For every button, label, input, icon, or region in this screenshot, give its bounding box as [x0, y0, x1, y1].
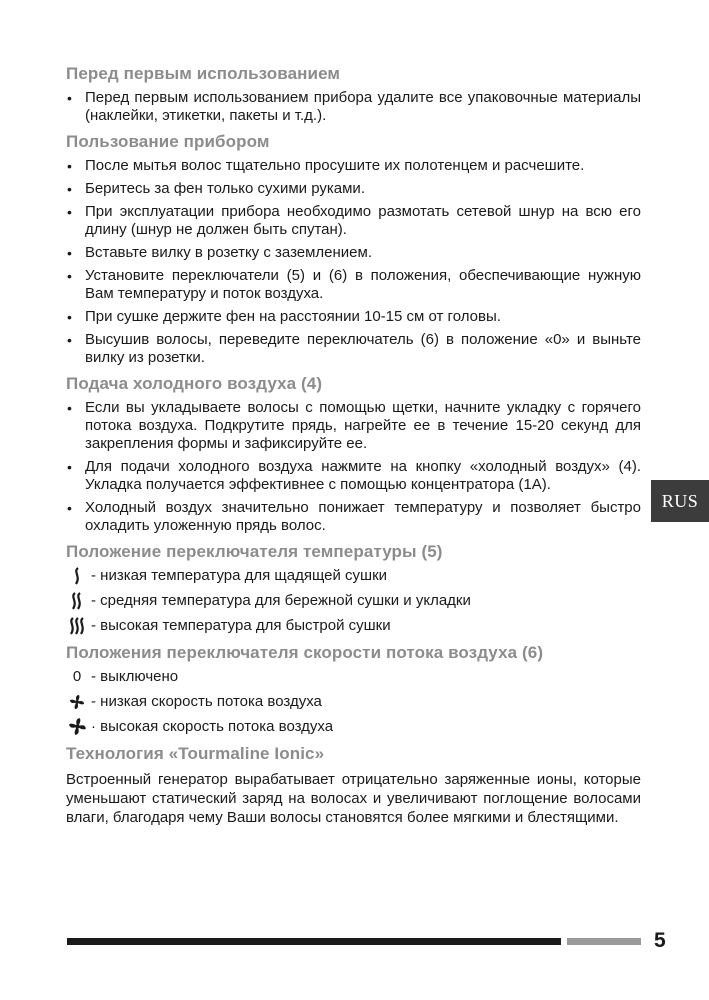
- section-heading-usage: Пользование прибором: [66, 132, 270, 151]
- temperature-mode-medium: [66, 591, 641, 610]
- list-item: • Беритесь за фен только сухими руками.: [66, 180, 641, 198]
- section-heading-airflow: Положения переключателя скорости потока воздуха (6): [66, 643, 544, 662]
- footer-rule-dark: [67, 938, 561, 945]
- heat-high-icon: [66, 617, 88, 635]
- list-item: • Если вы укладываете волосы с помощью щетки, начните укладку с горячего потока воздуха. Подкрутите прядь, нагрейте ее в течение 15-20 секунд для закрепления формы и зафиксируйте ее.: [66, 399, 641, 453]
- heat-medium-icon: [66, 592, 88, 610]
- list-item: • Холодный воздух значительно понижает температуру и позволяет быстро охладить уложенную прядь волос.: [66, 499, 641, 535]
- heat-low-icon: [66, 567, 88, 585]
- section-heading-cold-air: Подача холодного воздуха (4): [66, 374, 323, 393]
- list-item: • Установите переключатели (5) и (6) в положения, обеспечивающие нужную Вам температуру и поток воздуха.: [66, 267, 641, 303]
- bullet-list-usage: [66, 157, 641, 367]
- zero-symbol: 0: [72, 667, 82, 685]
- temperature-mode-low: [66, 566, 641, 585]
- language-tab: RUS: [651, 480, 709, 522]
- list-item: • При эксплуатации прибора необходимо размотать сетевой шнур на всю его длину (шнур не должен быть спутан).: [66, 203, 641, 239]
- list-item: • После мытья волос тщательно просушите их полотенцем и расчешите.: [66, 157, 641, 175]
- footer-rule-grey: [567, 938, 641, 945]
- page-content: [66, 62, 641, 827]
- list-item: • При сушке держите фен на расстоянии 10-15 см от головы.: [66, 308, 641, 326]
- airflow-mode-low: [66, 692, 641, 711]
- temperature-mode-text: - высокая температура для быстрой сушки: [91, 616, 391, 634]
- temperature-mode-text: - низкая температура для щадящей сушки: [91, 566, 388, 584]
- fan-high-icon: [66, 717, 88, 736]
- airflow-mode-high: [66, 717, 641, 736]
- temperature-mode-high: [66, 616, 641, 635]
- list-item: • Перед первым использованием прибора удалите все упаковочные материалы (наклейки, этикетки, пакеты и т.д.).: [66, 89, 641, 125]
- airflow-mode-text: · высокая скорость потока воздуха: [91, 717, 334, 735]
- page-number: 5: [654, 929, 666, 952]
- bullet-list-first-use: [66, 89, 641, 125]
- list-item: • Для подачи холодного воздуха нажмите на кнопку «холодный воздух» (4). Укладка получается эффективнее с помощью концентратора (1А).: [66, 458, 641, 494]
- airflow-mode-text: - выключено: [91, 667, 179, 685]
- section-heading-first-use: Перед первым использованием: [66, 64, 341, 83]
- airflow-mode-text: - низкая скорость потока воздуха: [91, 692, 322, 710]
- tourmaline-paragraph: Встроенный генератор вырабатывает отрицательно заряженные ионы, которые уменьшают статический заряд на волосах и увеличивают поглощение волосами влаги, благодаря чему Ваши волосы становятся более мягкими и блестящими.: [66, 771, 641, 826]
- section-heading-tourmaline: Технология «Tourmaline Ionic»: [66, 744, 325, 763]
- list-item: • Высушив волосы, переведите переключатель (6) в положение «0» и выньте вилку из розетки.: [66, 331, 641, 367]
- fan-low-icon: [66, 694, 88, 710]
- airflow-mode-off: [66, 667, 641, 686]
- section-heading-temperature: Положение переключателя температуры (5): [66, 542, 443, 561]
- bullet-list-cold-air: [66, 399, 641, 535]
- list-item: • Вставьте вилку в розетку с заземлением.: [66, 244, 641, 262]
- temperature-mode-text: - средняя температура для бережной сушки и укладки: [91, 591, 471, 609]
